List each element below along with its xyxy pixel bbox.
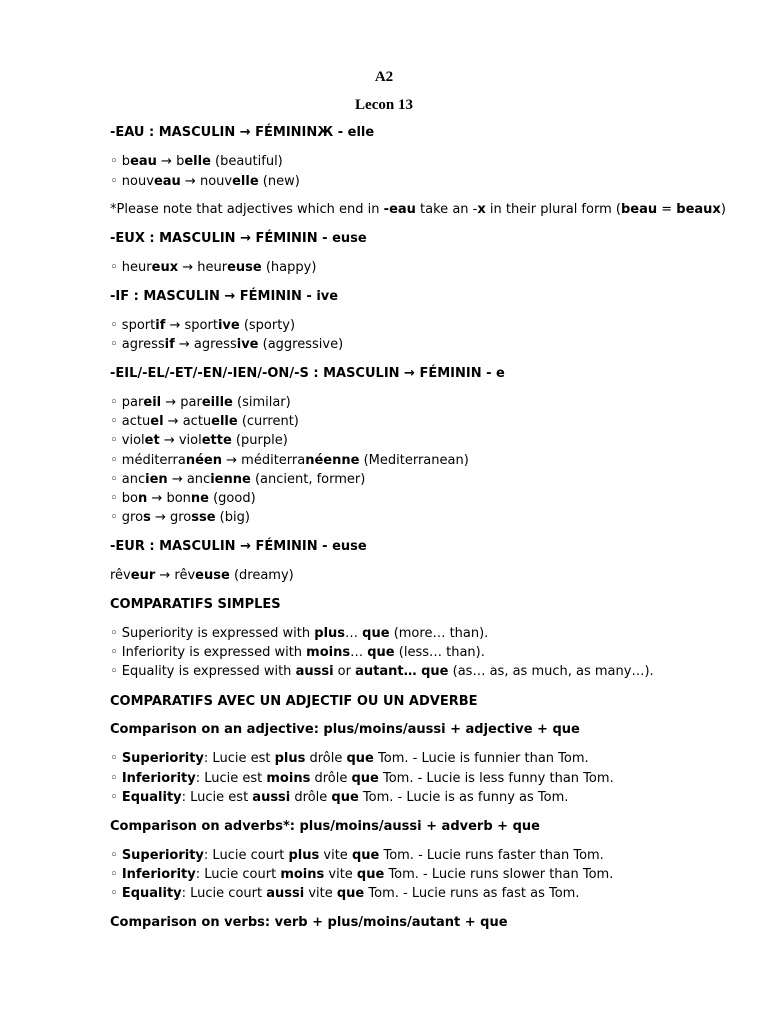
- text-fragment: : Lucie court: [195, 867, 281, 882]
- text-fragment: ◦ sport: [110, 318, 156, 333]
- bold-fragment: elle: [211, 414, 238, 429]
- text-fragment: ◦ Equality is expressed with: [110, 664, 296, 679]
- text-fragment: (beautiful): [210, 154, 283, 169]
- text-fragment: Tom. - Lucie is as funny as Tom.: [358, 790, 569, 805]
- bold-fragment: if: [155, 318, 166, 333]
- bold-fragment: que: [367, 645, 395, 660]
- text-fragment: ◦ bo: [110, 491, 139, 506]
- text-fragment: ◦ anc: [110, 472, 146, 487]
- text-fragment: ◦: [110, 867, 122, 882]
- bold-fragment: euse: [227, 260, 262, 275]
- heading-eur: -EUR : MASCULIN → FÉMININ - euse: [110, 539, 367, 554]
- text-fragment: ◦: [110, 848, 122, 863]
- text-fragment: ◦ Superiority is expressed with: [110, 626, 315, 641]
- bold-fragment: Superiority: [121, 848, 204, 863]
- text-fragment: ◦ viol: [110, 433, 145, 448]
- text-fragment: ◦ b: [110, 154, 131, 169]
- list-item: [110, 886, 579, 902]
- list-item: [110, 664, 654, 680]
- text-fragment: (Mediterranean): [359, 453, 469, 468]
- bold-fragment: eau: [130, 154, 157, 169]
- heading-eil: -EIL/-EL/-ET/-EN/-IEN/-ON/-S : MASCULIN → FÉMININ - e: [110, 366, 505, 381]
- text-fragment: ◦ actu: [110, 414, 151, 429]
- bold-fragment: que: [351, 848, 380, 863]
- bold-fragment: eau: [153, 174, 181, 189]
- list-item: [110, 626, 488, 642]
- text-fragment: (similar): [232, 395, 291, 410]
- bold-fragment: que: [346, 751, 374, 766]
- text-fragment: ◦ gro: [110, 510, 144, 525]
- bold-fragment: que: [362, 626, 390, 641]
- bold-fragment: n: [138, 491, 148, 506]
- text-fragment: → gro: [150, 510, 192, 525]
- text-fragment: vite: [324, 867, 357, 882]
- bold-fragment: Equality: [121, 886, 182, 901]
- text-fragment: (dreamy): [229, 568, 294, 583]
- heading-eux: -EUX : MASCULIN → FÉMININ - euse: [110, 231, 367, 246]
- text-fragment: take an -: [415, 202, 478, 217]
- list-item: [110, 491, 256, 507]
- text-fragment: : Lucie court: [181, 886, 267, 901]
- text-fragment: : Lucie est: [195, 771, 267, 786]
- bold-fragment: néen: [185, 453, 223, 468]
- bold-fragment: néenne: [305, 453, 360, 468]
- text-fragment: ◦ nouv: [110, 174, 154, 189]
- heading-if: -IF : MASCULIN → FÉMININ - ive: [110, 289, 339, 304]
- text-fragment: ◦ par: [110, 395, 144, 410]
- level-title: A2: [374, 69, 394, 85]
- text-fragment: ◦: [110, 751, 122, 766]
- bold-fragment: sse: [191, 510, 216, 525]
- bold-fragment: que: [336, 886, 365, 901]
- bold-fragment: plus: [314, 626, 346, 641]
- bold-fragment: ive: [217, 318, 240, 333]
- bold-fragment: ette: [201, 433, 232, 448]
- bold-fragment: s: [143, 510, 151, 525]
- bold-fragment: ien: [145, 472, 168, 487]
- text-fragment: ): [720, 202, 726, 217]
- bold-fragment: que: [331, 790, 359, 805]
- heading-comparatifs-avec: COMPARATIFS AVEC UN ADJECTIF OU UN ADVERBE: [110, 694, 478, 709]
- bold-fragment: el: [150, 414, 164, 429]
- bold-fragment: aussi: [266, 886, 305, 901]
- text-fragment: (less… than).: [394, 645, 485, 660]
- text-fragment: …: [345, 626, 363, 641]
- bold-fragment: -eau: [383, 202, 416, 217]
- bold-fragment: Equality: [121, 790, 182, 805]
- heading-adjective: Comparison on an adjective: plus/moins/aussi + adjective + que: [110, 722, 580, 737]
- list-item: [110, 867, 613, 883]
- list-item: [110, 510, 250, 526]
- text-fragment: drôle: [305, 751, 347, 766]
- bold-fragment: beau: [620, 202, 658, 217]
- bold-fragment: x: [477, 202, 486, 217]
- bold-fragment: aussi: [295, 664, 334, 679]
- list-item: [110, 453, 469, 469]
- heading-eau: -EAU : MASCULIN → FÉMININЖ - elle: [110, 125, 375, 140]
- bold-fragment: eur: [130, 568, 156, 583]
- text-fragment: vite: [304, 886, 337, 901]
- heading-verbs: Comparison on verbs: verb + plus/moins/autant + que: [110, 915, 508, 930]
- list-item: [110, 337, 343, 353]
- text-fragment: (new): [258, 174, 300, 189]
- text-fragment: (sporty): [239, 318, 296, 333]
- list-item: [110, 318, 295, 334]
- text-fragment: in their plural form (: [485, 202, 621, 217]
- text-fragment: (current): [237, 414, 299, 429]
- bold-fragment: elle: [184, 154, 211, 169]
- text-fragment: ◦: [110, 886, 122, 901]
- text-fragment: : Lucie court: [203, 848, 289, 863]
- list-item: [110, 472, 365, 488]
- bold-fragment: Superiority: [121, 751, 204, 766]
- bold-fragment: beaux: [676, 202, 721, 217]
- text-fragment: (purple): [231, 433, 288, 448]
- bold-fragment: autant… que: [355, 664, 449, 679]
- text-fragment: ◦ méditerra: [110, 453, 186, 468]
- text-fragment: (happy): [261, 260, 317, 275]
- bold-fragment: moins: [280, 867, 325, 882]
- bold-fragment: que: [351, 771, 379, 786]
- text-fragment: rêv: [110, 568, 131, 583]
- text-fragment: → agress: [174, 337, 237, 352]
- text-fragment: ◦ agress: [110, 337, 165, 352]
- text-fragment: → b: [156, 154, 185, 169]
- text-fragment: : Lucie est: [181, 790, 253, 805]
- list-item: [110, 751, 589, 767]
- text-fragment: …: [350, 645, 368, 660]
- list-item: [110, 790, 568, 806]
- text-fragment: Tom. - Lucie runs slower than Tom.: [384, 867, 614, 882]
- bold-fragment: euse: [195, 568, 230, 583]
- bold-fragment: moins: [306, 645, 351, 660]
- bold-fragment: eux: [151, 260, 179, 275]
- text-fragment: or: [333, 664, 356, 679]
- bold-fragment: Inferiority: [121, 867, 196, 882]
- heading-adverb: Comparison on adverbs*: plus/moins/aussi + adverb + que: [110, 819, 540, 834]
- list-item: [110, 174, 300, 190]
- text-fragment: → anc: [167, 472, 211, 487]
- text-fragment: drôle: [310, 771, 352, 786]
- bold-fragment: plus: [288, 848, 320, 863]
- bold-fragment: aussi: [252, 790, 291, 805]
- text-fragment: → bon: [147, 491, 191, 506]
- text-fragment: (ancient, former): [250, 472, 366, 487]
- text-fragment: (big): [215, 510, 250, 525]
- list-item: [110, 848, 604, 864]
- bold-fragment: if: [164, 337, 175, 352]
- text-fragment: → par: [161, 395, 202, 410]
- list-item: [110, 771, 614, 787]
- text-fragment: Tom. - Lucie runs faster than Tom.: [379, 848, 604, 863]
- text-fragment: → méditerra: [222, 453, 306, 468]
- list-item: [110, 645, 485, 661]
- text-fragment: ◦: [110, 771, 122, 786]
- text-fragment: : Lucie est: [203, 751, 275, 766]
- bold-fragment: elle: [232, 174, 259, 189]
- text-fragment: → heur: [178, 260, 228, 275]
- text-fragment: ◦ Inferiority is expressed with: [110, 645, 307, 660]
- bold-fragment: plus: [274, 751, 306, 766]
- text-fragment: → sport: [165, 318, 218, 333]
- lesson-title: Lecon 13: [355, 97, 413, 113]
- text-fragment: (aggressive): [258, 337, 344, 352]
- text-fragment: drôle: [290, 790, 332, 805]
- plural-note: [110, 202, 726, 218]
- list-item: [110, 433, 288, 449]
- bold-fragment: ne: [190, 491, 209, 506]
- text-fragment: vite: [319, 848, 352, 863]
- text-fragment: *Please note that adjectives which end in: [110, 202, 384, 217]
- bold-fragment: Inferiority: [121, 771, 196, 786]
- list-item: [110, 568, 294, 584]
- bold-fragment: moins: [266, 771, 311, 786]
- list-item: [110, 260, 316, 276]
- text-fragment: Tom. - Lucie is less funny than Tom.: [378, 771, 614, 786]
- heading-comparatifs-simples: COMPARATIFS SIMPLES: [110, 597, 281, 612]
- text-fragment: → actu: [163, 414, 212, 429]
- bold-fragment: et: [144, 433, 160, 448]
- list-item: [110, 154, 283, 170]
- bold-fragment: que: [356, 867, 385, 882]
- bold-fragment: eille: [201, 395, 233, 410]
- text-fragment: (as… as, as much, as many…).: [448, 664, 654, 679]
- text-fragment: → rêv: [155, 568, 196, 583]
- bold-fragment: ienne: [210, 472, 251, 487]
- text-fragment: (more… than).: [389, 626, 489, 641]
- text-fragment: → nouv: [180, 174, 233, 189]
- text-fragment: Tom. - Lucie runs as fast as Tom.: [364, 886, 580, 901]
- text-fragment: ◦: [110, 790, 122, 805]
- text-fragment: (good): [208, 491, 256, 506]
- text-fragment: Tom. - Lucie is funnier than Tom.: [373, 751, 589, 766]
- bold-fragment: eil: [143, 395, 162, 410]
- bold-fragment: ive: [236, 337, 259, 352]
- text-fragment: → viol: [159, 433, 202, 448]
- text-fragment: ◦ heur: [110, 260, 152, 275]
- text-fragment: =: [657, 202, 677, 217]
- list-item: [110, 414, 299, 430]
- list-item: [110, 395, 291, 411]
